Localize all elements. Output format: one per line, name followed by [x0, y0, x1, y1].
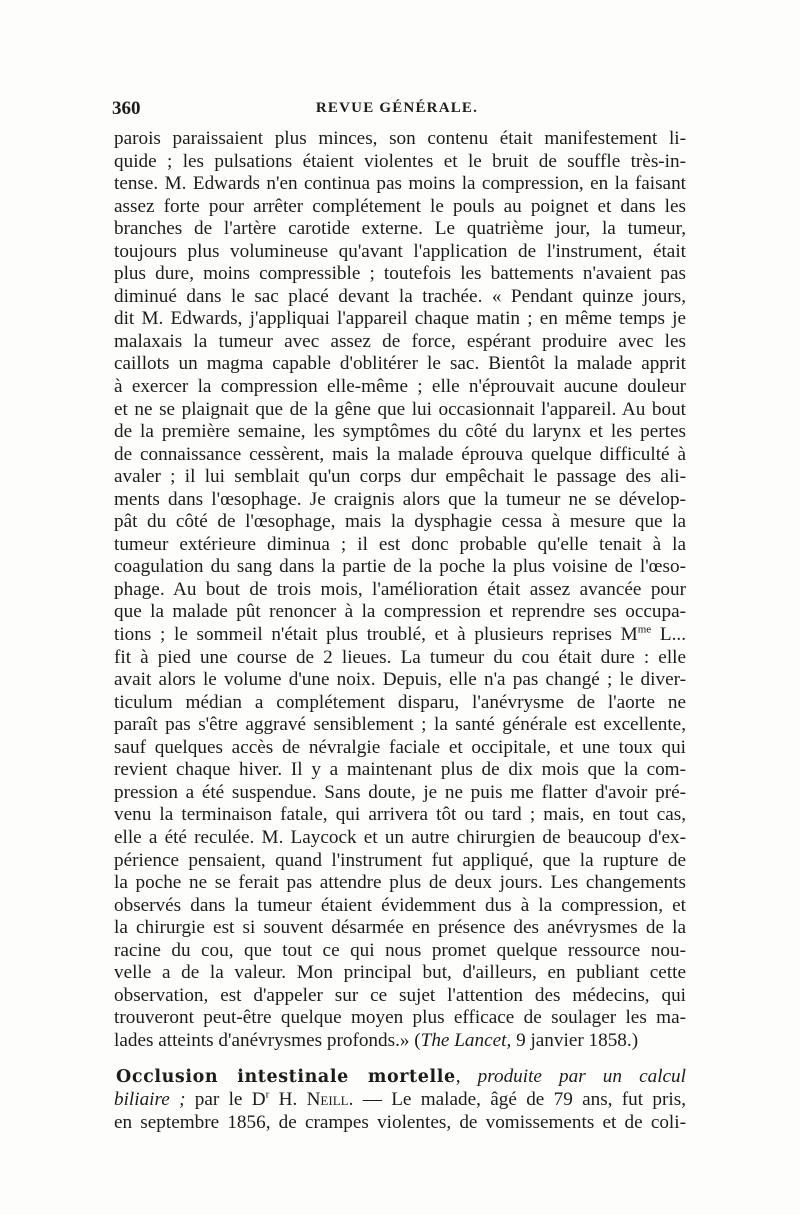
- text-line: branches de l'artère carotide externe. Le quatrième jour, la tumeur,: [114, 218, 686, 240]
- section-line-2: [114, 1089, 686, 1112]
- text-line: ments dans l'œsophage. Je craignis alors que la tumeur ne se dévelop-: [114, 488, 686, 510]
- text-line: avaler ; il lui semblait qu'un corps dur empêchait le passage des ali-: [114, 466, 686, 488]
- citation-source: The Lancet,: [420, 1029, 512, 1051]
- text-line: avait alors le volume d'une noix. Depuis, elle n'a pas changé ; le diver-: [114, 669, 686, 691]
- section-gap: [114, 1052, 686, 1066]
- text-line: ticulum médian a complétement disparu, l'anévrysme de l'aorte ne: [114, 691, 686, 713]
- paragraph-continuation-2: [114, 647, 686, 1030]
- text-line: venu la terminaison fatale, qui arrivera tôt ou tard ; mais, en tout cas,: [114, 804, 686, 826]
- title-mme-letter: M: [620, 624, 638, 646]
- text-line: racine du cou, que tout ce qui nous promet quelque ressource nou-: [114, 939, 686, 961]
- text-line-mme-lead: tions ; le sommeil n'était plus troublé, et à plusieurs reprises: [114, 624, 612, 646]
- text-line: caillots un magma capable d'oblitérer le sac. Bientôt la malade apprit: [114, 353, 686, 375]
- text-line: fit à pied une course de 2 lieues. La tumeur du cou était dure : elle: [114, 646, 686, 668]
- section-par: par le D: [185, 1088, 266, 1110]
- text-line: phage. Au bout de trois mois, l'amélioration était assez avancée pour: [114, 578, 686, 600]
- section-subtitle-cont: biliaire ;: [114, 1088, 186, 1110]
- text-line: tense. M. Edwards n'en continua pas moins la compression, en la faisant: [114, 173, 686, 195]
- paragraph-continuation: [114, 128, 686, 624]
- text-line: pât du côté de l'œsophage, mais la dysphagie cessa à mesure que la: [114, 511, 686, 533]
- text-line: velle a de la valeur. Mon principal but, d'ailleurs, en publiant cette: [114, 962, 686, 984]
- section-author: Neill: [306, 1088, 349, 1110]
- text-line: plus dure, moins compressible ; toutefois les battements n'avaient pas: [114, 263, 686, 285]
- text-line: toujours plus volumineuse qu'avant l'application de l'instrument, était: [114, 240, 686, 262]
- text-line: parois paraissaient plus minces, son contenu était manifestement li-: [114, 128, 686, 149]
- text-line: à exercer la compression elle-même ; elle n'éprouvait aucune douleur: [114, 376, 686, 398]
- text-line: sauf quelques accès de névralgie faciale et occipitale, et une toux qui: [114, 736, 686, 758]
- section-initial: H.: [269, 1088, 307, 1110]
- initial-l: L...: [651, 624, 686, 646]
- text-line: elle a été reculée. M. Laycock et un autre chirurgien de beaucoup d'ex-: [114, 826, 686, 848]
- running-head: REVUE GÉNÉRALE.: [315, 100, 479, 116]
- text-line: trouveront peut-être quelque moyen plus efficace de soulager les ma-: [114, 1007, 686, 1029]
- title-mme-sup: me: [637, 623, 652, 636]
- text-line: dit M. Edwards, j'appliquai l'appareil chaque matin ; en même temps je: [114, 308, 686, 330]
- citation-lead: lades atteints d'anévrysmes profonds.» (: [114, 1029, 421, 1051]
- text-line: paraît pas s'être aggravé sensiblement ; la santé générale est excellente,: [114, 714, 686, 736]
- text-line: la chirurgie est si souvent désarmée en présence des anévrysmes de la: [114, 917, 686, 939]
- section-comma: ,: [455, 1066, 478, 1088]
- section-dr-sup: r: [265, 1088, 270, 1101]
- citation-date: 9 janvier 1858.): [511, 1029, 639, 1051]
- text-line: périence pensaient, quand l'instrument fut appliqué, que la rupture de: [114, 849, 686, 871]
- text-line-citation: [114, 1030, 686, 1053]
- text-line: diminué dans le sac placé devant la trachée. « Pendant quinze jours,: [114, 285, 686, 307]
- text-line: revient chaque hiver. Il y a maintenant plus de dix mois que la com-: [114, 759, 686, 781]
- text-line-mme: [114, 624, 686, 647]
- section-heading-line: [114, 1066, 686, 1089]
- text-line: de la première semaine, les symptômes du côté du larynx et les pertes: [114, 421, 686, 443]
- text-line: que la malade pût renoncer à la compression et reprendre ses occupa-: [114, 601, 686, 623]
- text-line: malaxais la tumeur avec assez de force, espérant produire avec les: [114, 330, 686, 352]
- text-line: et ne se plaignait que de la gêne que lui occasionnait l'appareil. Au bout: [114, 398, 686, 420]
- text-line: quide ; les pulsations étaient violentes et le bruit de souffle très-in-: [114, 150, 686, 172]
- section-subtitle: produite par un calcul: [477, 1066, 686, 1088]
- text-line: assez forte pour arrêter complétement le pouls au poignet et dans les: [114, 195, 686, 217]
- text-line: pression a été suspendue. Sans doute, je ne puis me flatter d'avoir pré-: [114, 781, 686, 803]
- text-line: observation, est d'appeler sur ce sujet l'attention des médecins, qui: [114, 984, 686, 1006]
- page-header: [112, 98, 682, 122]
- text-line: tumeur extérieure diminua ; il est donc probable qu'elle tenait à la: [114, 533, 686, 555]
- text-line: la poche ne se ferait pas attendre plus de deux jours. Les changements: [114, 872, 686, 894]
- section-line-3: en septembre 1856, de crampes violentes, de vomissements et de coli-: [114, 1111, 686, 1133]
- title-mme: [621, 624, 652, 645]
- text-line: de connaissance cessèrent, mais la malade éprouva quelque difficulté à: [114, 443, 686, 465]
- page-number: 360: [112, 98, 141, 119]
- section-title: Occlusion intestinale mortelle: [116, 1067, 456, 1088]
- text-line: coagulation du sang dans la partie de la poche la plus voisine de l'œso-: [114, 556, 686, 578]
- body-text: [114, 128, 686, 1134]
- text-line: observés dans la tumeur étaient évidemment dus à la compression, et: [114, 894, 686, 916]
- section-line-2-rest: . — Le malade, âgé de 79 ans, fut pris,: [348, 1088, 686, 1110]
